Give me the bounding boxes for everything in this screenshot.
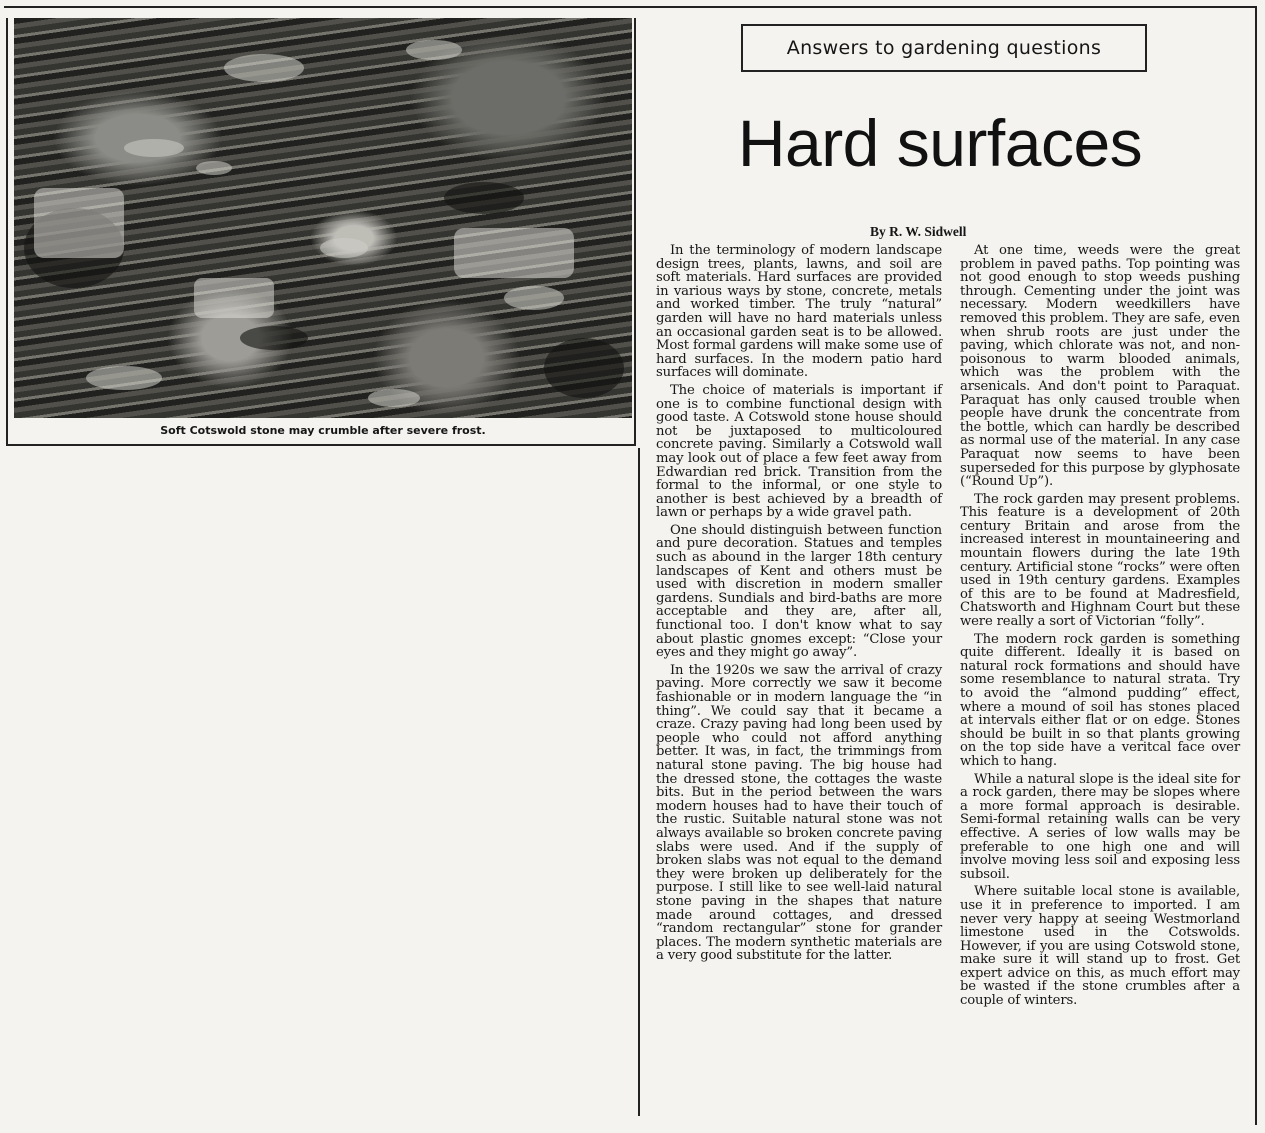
paragraph: The modern rock garden is something quite different. Ideally it is based on natural rock formations and should have some resemblance to natural strata. Try to avoid the “almond pudding” effect, where a mound of soil has stones placed at intervals either flat or on edge. Stones should be built in so that plants growing on the top side have a veritcal face over which to hang.: [960, 631, 1240, 769]
photo-caption: Soft Cotswold stone may crumble after severe frost.: [160, 424, 486, 437]
paragraph: The choice of materials is important if one is to combine functional design with good taste. A Cotswold stone house should not be juxtaposed to multicoloured concrete paving. Similarly a Cotswold wall may look out of place a few feet away from Edwardian red brick. Transition from the formal to the informal, or one style to another is best achieved by a breadth of lawn or perhaps by a wide gravel path.: [656, 382, 942, 521]
paragraph: At one time, weeds were the great problem in paved paths. Top pointing was not good enough to stop weeds pushing through. Cementing under the joint was necessary. Modern weedkillers have removed this problem. They are safe, even when shrub roots are just under the paving, which chlorate was not, and non-poisonous to warm blooded animals, which was the problem with the arsenicals. And don't point to Paraquat. Paraquat has only caused trouble when people have drunk the concentrate from the bottle, which can hardly be described as normal use of the material. In any case Paraquat now seems to have been superseded for this purpose by glyphosate (“Round Up”).: [960, 243, 1240, 490]
stone-wall-photo: [14, 18, 632, 418]
byline: By R. W. Sidwell: [870, 224, 967, 239]
paragraph: In the terminology of modern landscape design trees, plants, lawns, and soil are soft materials. Hard surfaces are provided in various ways by stone, concrete, metals and worked timber. The truly “natural” garden will have no hard materials unless an occasional garden seat is to be allowed. Most formal gardens will make some use of hard surfaces. In the modern patio hard surfaces will dominate.: [656, 243, 942, 381]
paragraph: Where suitable local stone is available, use it in preference to imported. I am never very happy at seeing Westmorland limestone used in the Cotswolds. However, if you are using Cotswold stone, make sure it will stand up to frost. Get expert advice on this, as much effort may be wasted if the stone crumbles after a couple of winters.: [960, 884, 1240, 1009]
article-column-right: [960, 244, 1240, 1012]
stone-texture: [14, 18, 632, 418]
headline: Hard surfaces: [737, 106, 1143, 180]
paragraph: One should distinguish between function and pure decoration. Statues and temples such as abound in the larger 18th century landscapes of Kent and others must be used with discretion in modern smaller gardens. Sundials and bird-baths are more acceptable and they are, after all, functional too. I don't know what to say about plastic gnomes except: “Close your eyes and they might go away”.: [656, 522, 942, 661]
column-rule: [638, 448, 640, 1116]
paragraph: The rock garden may present problems. This feature is a development of 20th century Britain and arose from the increased interest in mountaineering and mountain flowers during the late 19th century. Artificial stone “rocks” were often used in 19th century gardens. Examples of this are to be found at Madresfield, Chatsworth and Highnam Court but these were really a sort of Victorian “folly”.: [960, 491, 1240, 630]
paragraph: While a natural slope is the ideal site for a rock garden, there may be slopes where a more formal approach is desirable. Semi-formal retaining walls can be very effective. A series of low walls may be preferable to one high one and will involve moving less soil and exposing less subsoil.: [960, 771, 1240, 882]
paragraph: In the 1920s we saw the arrival of crazy paving. More correctly we saw it become fashionable or in modern language the “in thing”. We could say that it became a craze. Crazy paving had long been used by people who could not afford anything better. It was, in fact, the trimmings from natural stone paving. The big house had the dressed stone, the cottages the waste bits. But in the period between the wars modern houses had to have their touch of the rustic. Suitable natural stone was not always available so broken concrete paving slabs were used. And if the supply of broken slabs was not equal to the demand they were broken up deliberately for the purpose. I still like to see well-laid natural stone paving in the shapes that nature made around cottages, and dressed “random rectangular” stone for grander places. The modern synthetic materials are a very good substitute for the latter.: [656, 662, 942, 964]
article-column-left: [656, 244, 942, 967]
section-kicker: Answers to gardening questions: [741, 24, 1147, 72]
